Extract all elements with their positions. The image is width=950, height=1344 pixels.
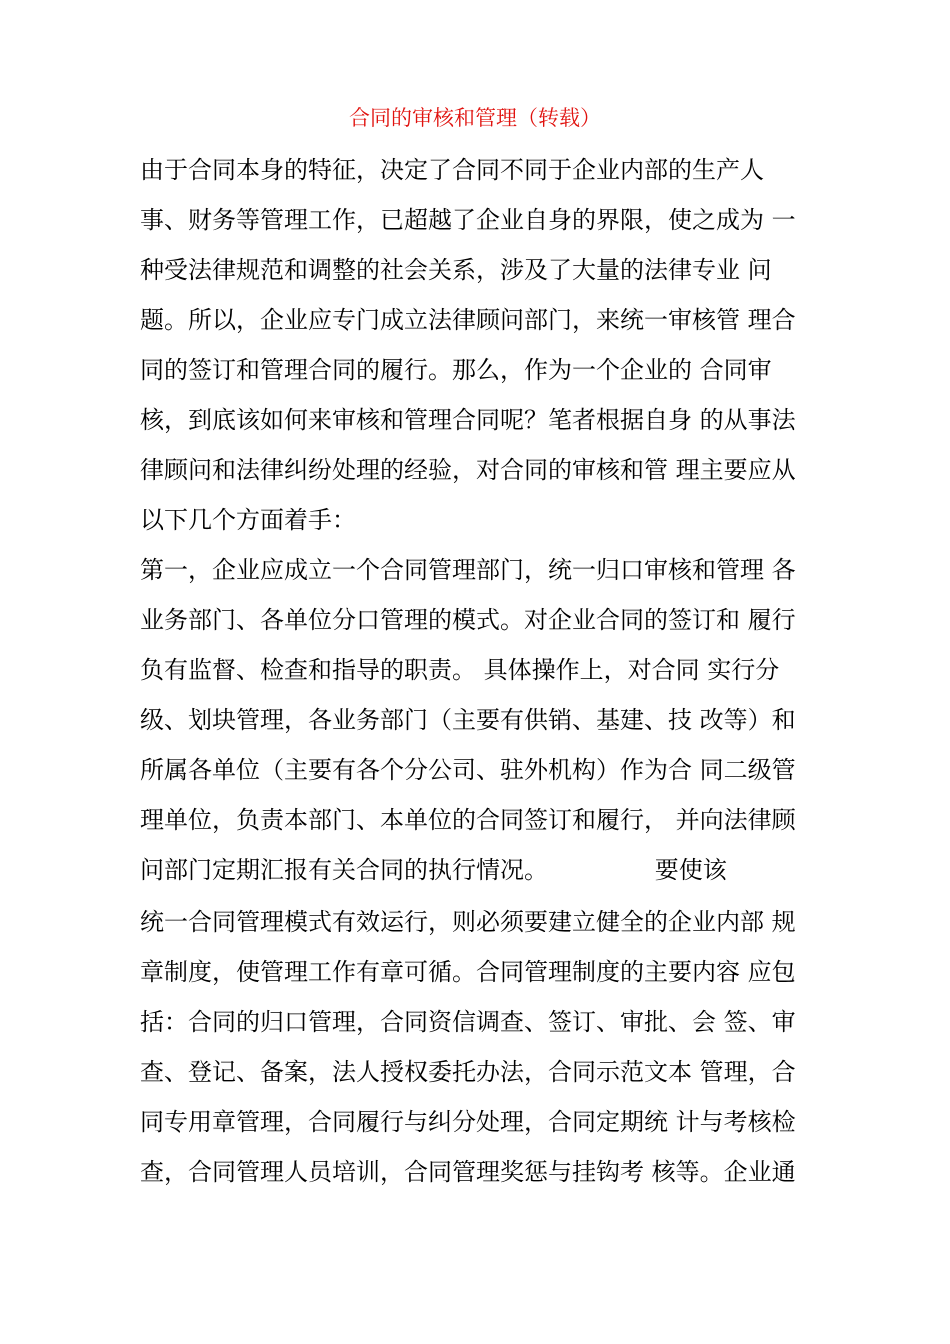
text-line-4: 题。所以，企业应专门成立法律顾问部门，来统一审核管 理合 bbox=[140, 306, 796, 334]
text-line-15: 问部门定期汇报有关合同的执行情况。 要使该 bbox=[140, 856, 727, 884]
text-line-10: 业务部门、各单位分口管理的模式。对企业合同的签订和 履行 bbox=[140, 606, 796, 634]
text-line-20: 同专用章管理，合同履行与纠分处理，合同定期统 计与考核检 bbox=[140, 1108, 796, 1136]
text-line-9: 第一，企业应成立一个合同管理部门，统一归口审核和管理 各 bbox=[140, 556, 796, 584]
text-line-12: 级、划块管理，各业务部门（主要有供销、基建、技 改等）和 bbox=[140, 706, 796, 734]
text-line-19: 查、登记、备案，法人授权委托办法，合同示范文本 管理，合 bbox=[140, 1058, 796, 1086]
text-line-1: 由于合同本身的特征，决定了合同不同于企业内部的生产人 bbox=[140, 156, 764, 184]
text-line-2: 事、财务等管理工作，已超越了企业自身的界限，使之成为 一 bbox=[140, 206, 796, 234]
text-line-3: 种受法律规范和调整的社会关系，涉及了大量的法律专业 问 bbox=[140, 256, 772, 284]
text-line-11: 负有监督、检查和指导的职责。 具体操作上，对合同 实行分 bbox=[140, 656, 780, 684]
text-line-16: 统一合同管理模式有效运行，则必须要建立健全的企业内部 规 bbox=[140, 908, 796, 936]
text-line-7: 律顾问和法律纠纷处理的经验，对合同的审核和管 理主要应从 bbox=[140, 456, 796, 484]
text-line-14: 理单位，负责本部门、本单位的合同签订和履行， 并向法律顾 bbox=[140, 806, 796, 834]
text-line-8: 以下几个方面着手： bbox=[140, 506, 356, 534]
text-line-21: 查，合同管理人员培训，合同管理奖惩与挂钩考 核等。企业通 bbox=[140, 1158, 796, 1186]
document-title: 合同的审核和管理（转载） bbox=[349, 106, 601, 130]
text-line-17: 章制度，使管理工作有章可循。合同管理制度的主要内容 应包 bbox=[140, 958, 796, 986]
text-line-18: 括：合同的归口管理，合同资信调查、签订、审批、会 签、审 bbox=[140, 1008, 796, 1036]
text-line-5: 同的签订和管理合同的履行。那么，作为一个企业的 合同审 bbox=[140, 356, 772, 384]
text-line-6: 核，到底该如何来审核和管理合同呢？笔者根据自身 的从事法 bbox=[140, 406, 796, 434]
text-line-13: 所属各单位（主要有各个分公司、驻外机构）作为合 同二级管 bbox=[140, 756, 796, 784]
